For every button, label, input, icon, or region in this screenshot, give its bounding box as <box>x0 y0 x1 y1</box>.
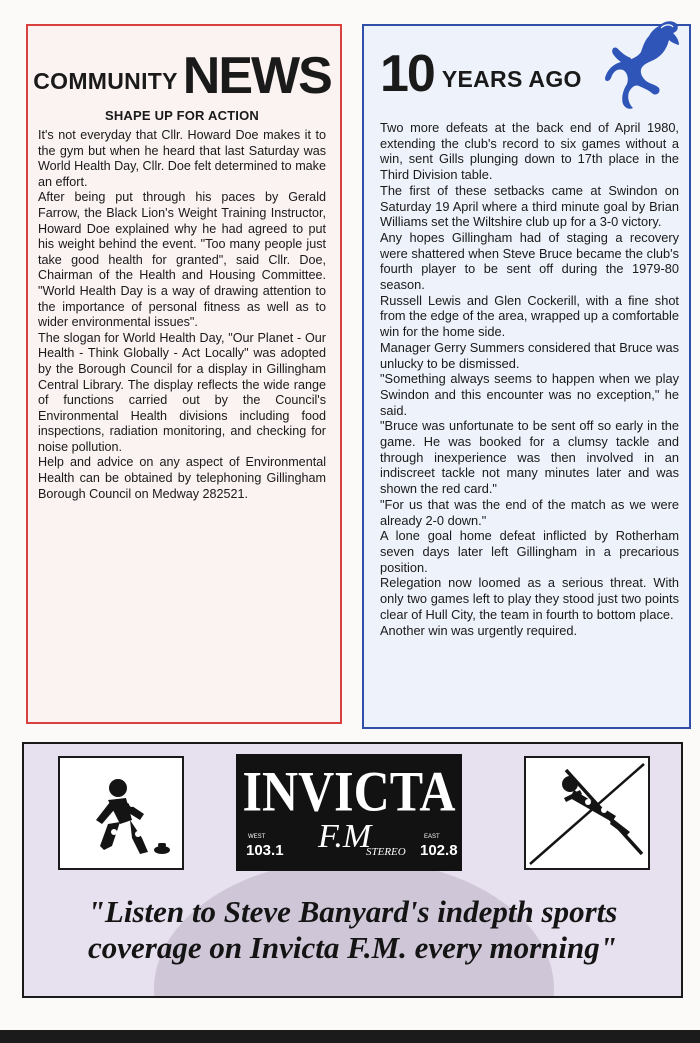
heading-community: COMMUNITY <box>33 68 178 94</box>
heading-news: NEWS <box>182 47 331 105</box>
page-bottom-bar <box>0 1030 700 1043</box>
ten-years-ago-body <box>380 120 679 638</box>
paragraph: "For us that was the end of the match as we were already 2-0 down." <box>380 496 679 528</box>
ski-jump-pictogram-icon <box>526 758 648 868</box>
logo-east-label: EAST <box>424 834 440 840</box>
curling-pictogram-icon <box>60 758 182 868</box>
logo-fm-text: F.M <box>318 818 372 855</box>
ski-jump-pictogram-box <box>524 756 650 870</box>
logo-west-label: WEST <box>248 834 266 840</box>
community-news-body <box>38 128 326 502</box>
paragraph: Two more defeats at the back end of April 1980, extending the club's record to six games without a win, sent Gills plunging down to 17th place in the Third Division table. <box>380 120 679 183</box>
logo-stereo-text: STEREO <box>366 846 406 858</box>
paragraph: Relegation now loomed as a serious threat. With only two games left to play they stood just two points clear of Hull City, the team in fourth to bottom place. <box>380 575 679 622</box>
paragraph: Manager Gerry Summers considered that Bruce was unlucky to be dismissed. <box>380 339 679 371</box>
community-news-heading <box>33 40 331 105</box>
paragraph: Another win was urgently required. <box>380 622 578 638</box>
paragraph: A lone goal home defeat inflicted by Rotherham seven days later left Gillingham in a precarious position. <box>380 528 679 575</box>
paragraph: Any hopes Gillingham had of staging a recovery were shattered when Steve Bruce became the club's fourth player to be sent off during the 1979-80 season. <box>380 229 679 293</box>
paragraph: "Bruce was unfortunate to be sent off so early in the game. He was booked for a clumsy tackle and through inexperience was then involved in an indiscreet tackle not many minutes later and was shown the red card." <box>380 418 679 497</box>
ten-years-ago-panel <box>362 24 691 729</box>
curling-pictogram-box <box>58 756 184 870</box>
advert-slogan-line-1: "Listen to Steve Banyard's indepth sports <box>87 894 618 929</box>
paragraph: "Something always seems to happen when we play Swindon and this encounter was no exception," he said. <box>380 371 679 418</box>
heading-ten: 10 <box>380 45 434 103</box>
paragraph: The slogan for World Health Day, "Our Planet - Our Health - Think Globally - Act Locally" was adopted by the Borough Council for a display in Gillingham Central Library. The display reflects the wide range of functions carried out by the Council's Environmental Health divisions including food inspections, radiation monitoring, and checking for noise pollution. <box>38 330 326 454</box>
invicta-fm-advert <box>22 742 683 998</box>
advert-slogan-line-2: coverage on Invicta F.M. every morning" <box>88 930 617 965</box>
logo-west-frequency: 103.1 <box>246 842 284 859</box>
community-news-panel <box>26 24 342 724</box>
paragraph: The first of these setbacks came at Swindon on Saturday 19 April where a third minute goal by Brian Williams set the Wiltshire club up for a 3-0 victory. <box>380 182 679 230</box>
paragraph: Help and advice on any aspect of Environmental Health can be obtained by telephoning Gillingham Borough Council on Medway 282521. <box>38 455 326 501</box>
logo-east-frequency: 102.8 <box>420 842 458 859</box>
paragraph: It's not everyday that Cllr. Howard Doe makes it to the gym but when he heard that last Saturday was World Health Day, Cllr. Doe felt determined to make an effort. <box>38 128 326 189</box>
paragraph: Russell Lewis and Glen Cockerill, with a fine shot from the edge of the area, wrapped up a comfortable win for the home side. <box>380 292 679 340</box>
article-subheading: SHAPE UP FOR ACTION <box>104 108 260 123</box>
prancing-horse-icon <box>599 18 691 118</box>
paragraph: After being put through his paces by Gerald Farrow, the Black Lion's Weight Training Instructor, Howard Doe explained why he had agreed to put his weight behind the event. "Too many people just take good health for granted", said Cllr. Doe, Chairman of the Health and Housing Committee. "World Health Day is a way of drawing attention to the importance of personal fitness as well as to wider environmental issues". <box>38 190 326 330</box>
advert-slogan <box>24 894 681 966</box>
heading-years-ago: YEARS AGO <box>441 66 582 92</box>
logo-station-name: INVICTA <box>242 758 456 824</box>
invicta-fm-logo <box>236 754 462 871</box>
